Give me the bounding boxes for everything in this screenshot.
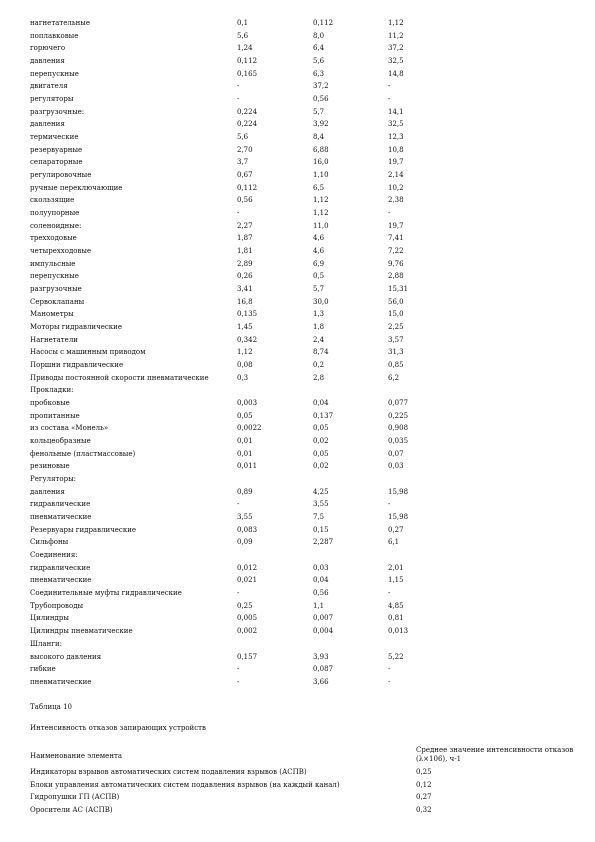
mean-value-cell: 0,04	[313, 576, 329, 585]
min-value-cell: 0,002	[237, 627, 258, 636]
min-value-cell: 0,01	[237, 449, 253, 458]
element-name-cell: разгрузочные	[30, 285, 82, 294]
min-value-cell: 0,012	[237, 563, 258, 572]
element-name-cell: пробковые	[30, 399, 70, 408]
mean-value-cell: 3,66	[313, 677, 329, 686]
min-value-cell: 0,08	[237, 361, 253, 370]
table-row	[0, 346, 595, 358]
table-row	[0, 182, 595, 194]
min-value-cell: 0,67	[237, 171, 253, 180]
element-name-cell: скользящие	[30, 196, 75, 205]
mean-value-cell: 6,9	[313, 259, 325, 268]
element-name-cell: двигателя	[30, 82, 68, 91]
element-name-cell: Поршни гидравлические	[30, 361, 124, 370]
element-name-cell: соленоидные:	[30, 221, 82, 230]
min-value-cell: 3,55	[237, 513, 253, 522]
mean-value-cell: 16,0	[313, 158, 329, 167]
min-value-cell: 0,25	[237, 601, 253, 610]
element-name-cell: из состава «Монель»	[30, 424, 109, 433]
min-value-cell: 0,021	[237, 576, 258, 585]
max-value-cell: 31,3	[388, 348, 404, 357]
table-row	[0, 422, 595, 434]
element-name-cell: импульсные	[30, 259, 76, 268]
max-value-cell: 32,5	[388, 120, 404, 129]
element-name-cell: Приводы постоянной скорости пневматические	[30, 373, 209, 382]
min-value-cell: 0,89	[237, 487, 253, 496]
table-row	[0, 245, 595, 257]
element-name-cell: Цилиндры пневматические	[30, 627, 133, 636]
min-value-cell: 0,157	[237, 652, 258, 661]
failure-rate-cell: 0,27	[416, 793, 432, 801]
table-row	[0, 106, 595, 118]
element-name-cell: поплавковые	[30, 31, 79, 40]
element-name-cell: регулировочные	[30, 171, 92, 180]
table-row	[0, 460, 595, 472]
element-name-cell: Сильфоны	[30, 538, 69, 547]
element-name-cell: полуупорные	[30, 209, 80, 218]
max-value-cell: 0,013	[388, 627, 409, 636]
min-value-cell: 0,165	[237, 69, 258, 78]
element-name-cell: ручные переключающие	[30, 183, 123, 192]
table-row	[0, 549, 595, 561]
mean-value-cell: 0,2	[313, 361, 325, 370]
mean-value-cell: 0,05	[313, 424, 329, 433]
table-row	[0, 536, 595, 548]
min-value-cell: 16,8	[237, 297, 253, 306]
table-row	[0, 625, 595, 637]
max-value-cell: 0,225	[388, 411, 409, 420]
mean-value-cell: 0,05	[313, 449, 329, 458]
element-name-cell: пневматические	[30, 677, 92, 686]
min-value-cell: -	[237, 677, 240, 686]
element-name-cell: Моторы гидравлические	[30, 323, 122, 332]
max-value-cell: 4,85	[388, 601, 404, 610]
max-value-cell: 11,2	[388, 31, 404, 40]
element-name-cell: Оросители АС (АСПВ)	[30, 805, 113, 814]
table-row	[0, 410, 595, 422]
mean-value-cell: 5,7	[313, 285, 325, 294]
max-value-cell: 0,81	[388, 614, 404, 623]
element-name-cell: Индикаторы взрывов автоматических систем подавления взрывов (АСПВ)	[30, 768, 307, 776]
max-value-cell: 15,98	[388, 487, 409, 496]
element-name-cell: пропитанные	[30, 411, 80, 420]
min-value-cell: 0,005	[237, 614, 258, 623]
mean-value-cell: 6,88	[313, 145, 329, 154]
table-row	[0, 156, 595, 168]
element-name-cell: термические	[30, 133, 79, 142]
element-name-cell: Резервуары гидравлические	[30, 525, 137, 534]
mean-value-cell: 0,02	[313, 462, 329, 471]
table-row	[0, 587, 595, 599]
table-row	[0, 296, 595, 308]
element-name-cell: гидравлические	[30, 500, 91, 509]
mean-value-cell: 3,55	[313, 500, 329, 509]
element-name-cell: давления	[30, 120, 65, 129]
mean-value-cell: 0,56	[313, 95, 329, 104]
table-row	[0, 651, 595, 663]
element-name-cell: Манометры	[30, 310, 74, 319]
min-value-cell: 0,112	[237, 57, 258, 65]
max-value-cell: 2,88	[388, 272, 404, 281]
max-value-cell: -	[388, 665, 391, 674]
mean-value-cell: 4,25	[313, 487, 329, 496]
min-value-cell: 0,003	[237, 399, 258, 408]
max-value-cell: 10,8	[388, 145, 404, 154]
element-name-cell: Блоки управления автоматических систем подавления взрывов (на каждый канал)	[30, 780, 340, 789]
min-value-cell: 3,41	[237, 285, 253, 294]
mean-value-cell: 1,3	[313, 310, 325, 319]
element-name-cell: Гидропушки ГП (АСПВ)	[30, 793, 120, 801]
failure-rate-cell: 0,32	[416, 805, 432, 814]
max-value-cell: 2,38	[388, 196, 404, 205]
max-value-cell: 12,3	[388, 133, 404, 142]
table-title: Интенсивность отказов запирающих устройств	[30, 724, 206, 732]
mean-value-cell: 30,0	[313, 297, 329, 306]
min-value-cell: 0,56	[237, 196, 253, 205]
element-name-cell: фенольные (пластмассовые)	[30, 449, 136, 458]
mean-value-cell: 3,92	[313, 120, 329, 129]
element-name-cell: перепускные	[30, 272, 79, 281]
element-name-cell: Цилиндры	[30, 614, 69, 623]
max-value-cell: 7,22	[388, 247, 404, 256]
mean-value-cell: 1,10	[313, 171, 329, 180]
mean-value-cell: 0,03	[313, 563, 329, 572]
mean-value-cell: 0,5	[313, 272, 325, 281]
mean-value-cell: 0,137	[313, 411, 334, 420]
mean-value-cell: 1,8	[313, 323, 325, 332]
min-value-cell: 2,89	[237, 259, 253, 268]
table-row	[0, 473, 595, 485]
min-value-cell: 2,27	[237, 221, 253, 230]
table-row	[0, 308, 595, 320]
failure-rate-cell: 0,12	[416, 780, 432, 789]
table-row	[0, 144, 595, 156]
min-value-cell: 0,26	[237, 272, 253, 281]
table-row	[0, 80, 595, 92]
max-value-cell: 2,14	[388, 171, 404, 180]
min-value-cell: 0,011	[237, 462, 258, 471]
element-name-cell: Сервоклапаны	[30, 297, 85, 306]
min-value-cell: 0,083	[237, 525, 258, 534]
table-row	[0, 321, 595, 333]
mean-value-cell: 2,287	[313, 538, 334, 547]
table-row	[0, 55, 595, 67]
table-row	[0, 766, 595, 778]
table-row	[0, 232, 595, 244]
max-value-cell: 56,0	[388, 297, 404, 306]
max-value-cell: -	[388, 82, 391, 91]
max-value-cell: 15,31	[388, 285, 409, 294]
mean-value-cell: 0,56	[313, 589, 329, 598]
table-row	[0, 359, 595, 371]
max-value-cell: -	[388, 209, 391, 218]
element-name-cell: Соединительные муфты гидравлические	[30, 589, 182, 598]
table-row	[0, 638, 595, 650]
mean-value-cell: 5,6	[313, 57, 325, 65]
max-value-cell: 37,2	[388, 44, 404, 53]
max-value-cell: 14,1	[388, 107, 404, 116]
table-row	[0, 600, 595, 612]
max-value-cell: 0,27	[388, 525, 404, 534]
table-row	[0, 194, 595, 206]
element-name-cell: Шланги:	[30, 639, 62, 648]
max-value-cell: -	[388, 95, 391, 104]
element-name-cell: кольцеобразные	[30, 437, 91, 446]
element-name-cell: перепускные	[30, 69, 79, 78]
table-row	[0, 118, 595, 130]
table-row	[0, 779, 595, 791]
min-value-cell: -	[237, 589, 240, 598]
table-row	[0, 804, 595, 816]
mean-value-cell: 4,6	[313, 234, 325, 243]
max-value-cell: 0,03	[388, 462, 404, 471]
mean-value-cell: 4,6	[313, 247, 325, 256]
table-row	[0, 258, 595, 270]
mean-value-cell: 2,8	[313, 373, 325, 382]
max-value-cell: 6,2	[388, 373, 400, 382]
table-row	[0, 30, 595, 42]
max-value-cell: 0,07	[388, 449, 404, 458]
min-value-cell: -	[237, 82, 240, 91]
failure-rate-cell: 0,25	[416, 768, 432, 776]
min-value-cell: 0,0022	[237, 424, 262, 433]
table-row	[0, 397, 595, 409]
table-row	[0, 486, 595, 498]
table-row	[0, 220, 595, 232]
table-row	[0, 372, 595, 384]
max-value-cell: 3,57	[388, 335, 404, 344]
table-row	[0, 448, 595, 460]
mean-value-cell: 8,74	[313, 348, 329, 357]
min-value-cell: 0,01	[237, 437, 253, 446]
max-value-cell: 15,0	[388, 310, 404, 319]
table-row	[0, 524, 595, 536]
mean-value-cell: 6,3	[313, 69, 325, 78]
table-row	[0, 131, 595, 143]
min-value-cell: 5,6	[237, 133, 249, 142]
element-name-cell: разгрузочные:	[30, 107, 85, 116]
min-value-cell: 2,70	[237, 145, 253, 154]
min-value-cell: -	[237, 500, 240, 509]
max-value-cell: 0,035	[388, 437, 409, 446]
mean-value-cell: 0,007	[313, 614, 334, 623]
element-name-cell: Насосы с машинным приводом	[30, 348, 146, 357]
column-header-value: Среднее значение интенсивности отказов (λ×106), ч-1	[416, 746, 574, 763]
table-row	[0, 169, 595, 181]
element-name-cell: резервуарные	[30, 145, 83, 154]
table-row	[0, 511, 595, 523]
element-name-cell: нагнетательные	[30, 19, 91, 27]
element-name-cell: гибкие	[30, 665, 56, 674]
mean-value-cell: 0,04	[313, 399, 329, 408]
table-row	[0, 283, 595, 295]
column-header-name: Наименование элемента	[30, 752, 123, 760]
min-value-cell: 1,81	[237, 247, 253, 256]
element-name-cell: сепараторные	[30, 158, 83, 167]
max-value-cell: 1,15	[388, 576, 404, 585]
element-name-cell: четырехходовые	[30, 247, 92, 256]
table-row	[0, 384, 595, 396]
element-name-cell: гидравлические	[30, 563, 91, 572]
min-value-cell: 0,05	[237, 411, 253, 420]
min-value-cell: 0,112	[237, 183, 258, 192]
min-value-cell: 0,342	[237, 335, 258, 344]
min-value-cell: 1,12	[237, 348, 253, 357]
table-row	[0, 270, 595, 282]
table-row	[0, 562, 595, 574]
element-name-cell: пневматические	[30, 576, 92, 585]
max-value-cell: 32,5	[388, 57, 404, 65]
max-value-cell: 2,25	[388, 323, 404, 332]
table-row	[0, 68, 595, 80]
mean-value-cell: 37,2	[313, 82, 329, 91]
max-value-cell: 19,7	[388, 158, 404, 167]
min-value-cell: 1,45	[237, 323, 253, 332]
min-value-cell: 5,6	[237, 31, 249, 40]
min-value-cell: 1,24	[237, 44, 253, 53]
max-value-cell: 19,7	[388, 221, 404, 230]
max-value-cell: 7,41	[388, 234, 404, 243]
mean-value-cell: 3,93	[313, 652, 329, 661]
max-value-cell: 6,1	[388, 538, 400, 547]
min-value-cell: 1,87	[237, 234, 253, 243]
mean-value-cell: 0,15	[313, 525, 329, 534]
mean-value-cell: 1,12	[313, 209, 329, 218]
element-name-cell: Трубопроводы	[30, 601, 84, 610]
min-value-cell: 0,1	[237, 19, 249, 27]
table-number: Таблица 10	[30, 703, 72, 711]
max-value-cell: 5,22	[388, 652, 404, 661]
max-value-cell: 0,908	[388, 424, 409, 433]
table-row	[0, 207, 595, 219]
table-row	[0, 93, 595, 105]
min-value-cell: -	[237, 209, 240, 218]
max-value-cell: 0,85	[388, 361, 404, 370]
mean-value-cell: 8,0	[313, 31, 325, 40]
table-row	[0, 676, 595, 688]
table-row	[0, 334, 595, 346]
table-row	[0, 17, 595, 29]
element-name-cell: давления	[30, 487, 65, 496]
element-name-cell: горючего	[30, 44, 66, 53]
min-value-cell: -	[237, 95, 240, 104]
min-value-cell: 0,224	[237, 107, 258, 116]
element-name-cell: Нагнетатели	[30, 335, 78, 344]
max-value-cell: 0,077	[388, 399, 409, 408]
mean-value-cell: 5,7	[313, 107, 325, 116]
mean-value-cell: 1,1	[313, 601, 325, 610]
max-value-cell: 15,98	[388, 513, 409, 522]
max-value-cell: 14,8	[388, 69, 404, 78]
min-value-cell: 0,224	[237, 120, 258, 129]
element-name-cell: высокого давления	[30, 652, 102, 661]
mean-value-cell: 6,4	[313, 44, 325, 53]
element-name-cell: Соединения:	[30, 551, 78, 560]
max-value-cell: -	[388, 677, 391, 686]
max-value-cell: -	[388, 589, 391, 598]
element-name-cell: трехходовые	[30, 234, 77, 243]
mean-value-cell: 8,4	[313, 133, 325, 142]
element-name-cell: резиновые	[30, 462, 70, 471]
mean-value-cell: 11,0	[313, 221, 329, 230]
element-name-cell: Прокладки:	[30, 386, 74, 395]
mean-value-cell: 7,5	[313, 513, 325, 522]
max-value-cell: 1,12	[388, 19, 404, 27]
mean-value-cell: 6,5	[313, 183, 325, 192]
table-row	[0, 612, 595, 624]
min-value-cell: 3,7	[237, 158, 249, 167]
mean-value-cell: 2,4	[313, 335, 325, 344]
min-value-cell: 0,135	[237, 310, 258, 319]
mean-value-cell: 0,087	[313, 665, 334, 674]
mean-value-cell: 0,112	[313, 19, 334, 27]
min-value-cell: 0,09	[237, 538, 253, 547]
max-value-cell: 2,01	[388, 563, 404, 572]
table-row	[0, 435, 595, 447]
element-name-cell: давления	[30, 57, 65, 65]
element-name-cell: пневматические	[30, 513, 92, 522]
max-value-cell: 10,2	[388, 183, 404, 192]
min-value-cell: -	[237, 665, 240, 674]
table-row	[0, 574, 595, 586]
element-name-cell: Регуляторы:	[30, 475, 76, 484]
max-value-cell: 9,76	[388, 259, 404, 268]
mean-value-cell: 1,12	[313, 196, 329, 205]
max-value-cell: -	[388, 500, 391, 509]
min-value-cell: 0,3	[237, 373, 249, 382]
table-row	[0, 791, 595, 803]
mean-value-cell: 0,004	[313, 627, 334, 636]
table-row	[0, 42, 595, 54]
mean-value-cell: 0,02	[313, 437, 329, 446]
table-row	[0, 498, 595, 510]
table-row	[0, 663, 595, 675]
element-name-cell: регуляторы	[30, 95, 74, 104]
